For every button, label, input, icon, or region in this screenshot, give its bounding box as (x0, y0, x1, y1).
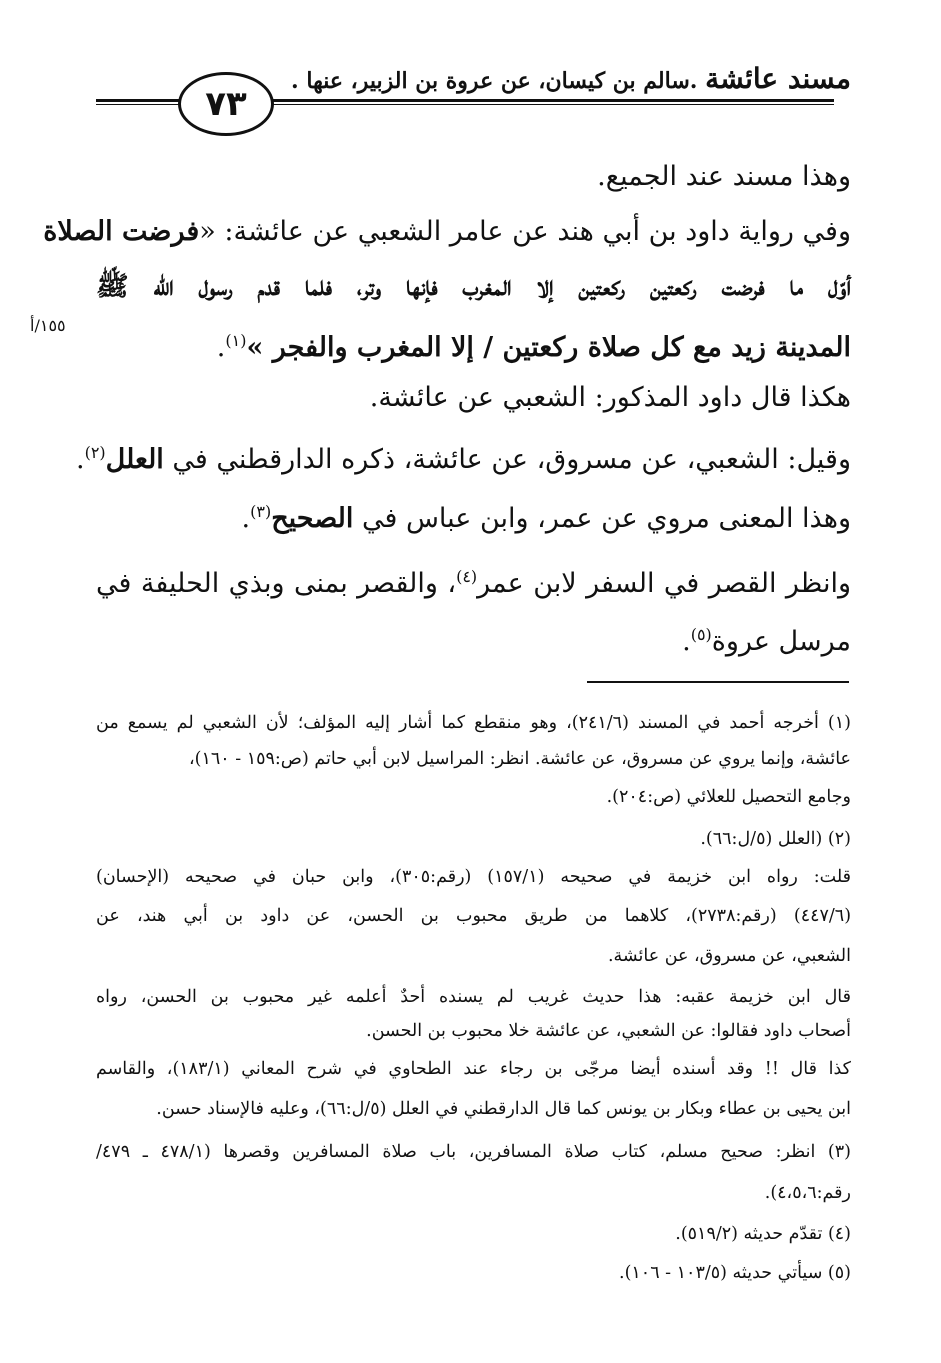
footnote-ref[interactable]: (٥) (690, 625, 712, 644)
hadith-text: فرضت الصلاة (43, 216, 200, 247)
body-line-1: وهذا مسند عند الجميع. (597, 161, 851, 192)
body-line-8 (96, 558, 851, 603)
punct: . (75, 444, 85, 475)
manuscript-margin-ref: ١٥٥/أ (30, 316, 66, 335)
footnote-2-line-4: الشعبي، عن مسروق، عن عائشة. (607, 946, 851, 966)
body-line-2 (43, 213, 851, 251)
body-line-6 (76, 434, 851, 479)
punct: . (241, 503, 251, 534)
body-text: وقيل: الشعبي، عن مسروق، عن عائشة، ذكره الدارقطني في (172, 444, 851, 475)
footnote-ref[interactable]: (١) (225, 331, 247, 350)
running-header (291, 62, 851, 95)
body-line-3: أوّل ما فرضت ركعتين ركعتين إلا المغرب فإنها وتر، فلما قدم رسول الله ﷺ (96, 271, 851, 302)
footnote-2-line-5: قال ابن خزيمة عقبه: هذا حديث غريب لم يسنده أحدٌ أعلمه غير محبوب بن الحسن، رواه (96, 987, 851, 1007)
footnote-3-line-1: (٣) انظر: صحيح مسلم، كتاب صلاة المسافرين، باب صلاة المسافرين وقصرها (٤٧٨/١ ـ ٤٧٩/ (96, 1142, 851, 1162)
chapter-title: .سالم بن كيسان، عن عروة بن الزبير، عنها . (291, 68, 698, 94)
body-text: وانظر القصر في السفر لابن عمر (477, 568, 851, 599)
footnote-2-line-2: قلت: رواه ابن خزيمة في صحيحه (١٥٧/١) (رقم:٣٠٥)، وابن حبان في صحيحه (الإحسان) (96, 867, 851, 887)
footnote-separator (587, 681, 849, 683)
book-reference: الصحيح (271, 503, 354, 534)
body-text: مرسل عروة (711, 626, 851, 657)
footnote-ref[interactable]: (٢) (84, 443, 106, 462)
footnote-ref[interactable]: (٤) (456, 567, 478, 586)
footnote-1-line-1: (١) أخرجه أحمد في المسند (٢٤١/٦)، وهو منقطع كما أشار إليه المؤلف؛ لأن الشعبي لم يسمع من (96, 713, 851, 733)
footnote-5: (٥) سيأتي حديثه (١٠٣/٥ - ١٠٦). (619, 1263, 851, 1283)
footnote-ref[interactable]: (٣) (250, 502, 272, 521)
hadith-text: المدينة زيد مع كل صلاة ركعتين / إلا المغرب والفجر » (246, 332, 851, 363)
punct: . (216, 332, 226, 363)
punct: . (682, 626, 691, 657)
body-line-9 (682, 616, 851, 661)
book-title: مسند عائشة (705, 62, 851, 95)
page-number: ٧٣ (205, 84, 247, 124)
body-line-5: هكذا قال داود المذكور: الشعبي عن عائشة. (369, 382, 851, 413)
footnote-2-line-7: كذا قال !! وقد أسنده أيضا مرجّى بن رجاء عند الطحاوي في شرح المعاني (١٨٣/١)، والقاسم (96, 1059, 851, 1079)
body-text: وفي رواية داود بن أبي هند عن عامر الشعبي عن عائشة: « (199, 216, 851, 247)
body-line-4 (217, 322, 851, 367)
footnote-2-line-6: أصحاب داود فقالوا: عن الشعبي، عن عائشة خلا محبوب بن الحسن. (366, 1021, 851, 1041)
book-reference: العلل (105, 444, 164, 475)
footnote-2-line-1: (٢) (العلل (٥/ل:٦٦). (700, 829, 851, 849)
body-text: وهذا المعنى مروي عن عمر، وابن عباس في (361, 503, 851, 534)
footnote-4: (٤) تقدّم حديثه (٥١٩/٢). (675, 1224, 851, 1244)
footnote-2-line-8: ابن يحيى بن عطاء وبكار بن يونس كما قال الدارقطني في العلل (٥/ل:٦٦)، وعليه فالإسناد حسن. (156, 1099, 851, 1119)
body-line-7 (242, 493, 851, 538)
body-text: ، والقصر بمنى وبذي الحليفة في (96, 568, 457, 599)
footnote-2-line-3: (٤٤٧/٦) (رقم:٢٧٣٨)، كلاهما من طريق محبوب بن الحسن، عن داود بن أبي هند، عن (96, 906, 852, 926)
footnote-3-line-2: رقم:٤،٥،٦). (764, 1183, 851, 1203)
footnote-1-line-3: وجامع التحصيل للعلائي (ص:٢٠٤). (606, 787, 851, 807)
page-number-badge (178, 72, 274, 136)
footnote-1-line-2: عائشة، وإنما يروي عن مسروق، عن عائشة. انظر: المراسيل لابن أبي حاتم (ص:١٥٩ - ١٦٠)، (188, 749, 851, 769)
